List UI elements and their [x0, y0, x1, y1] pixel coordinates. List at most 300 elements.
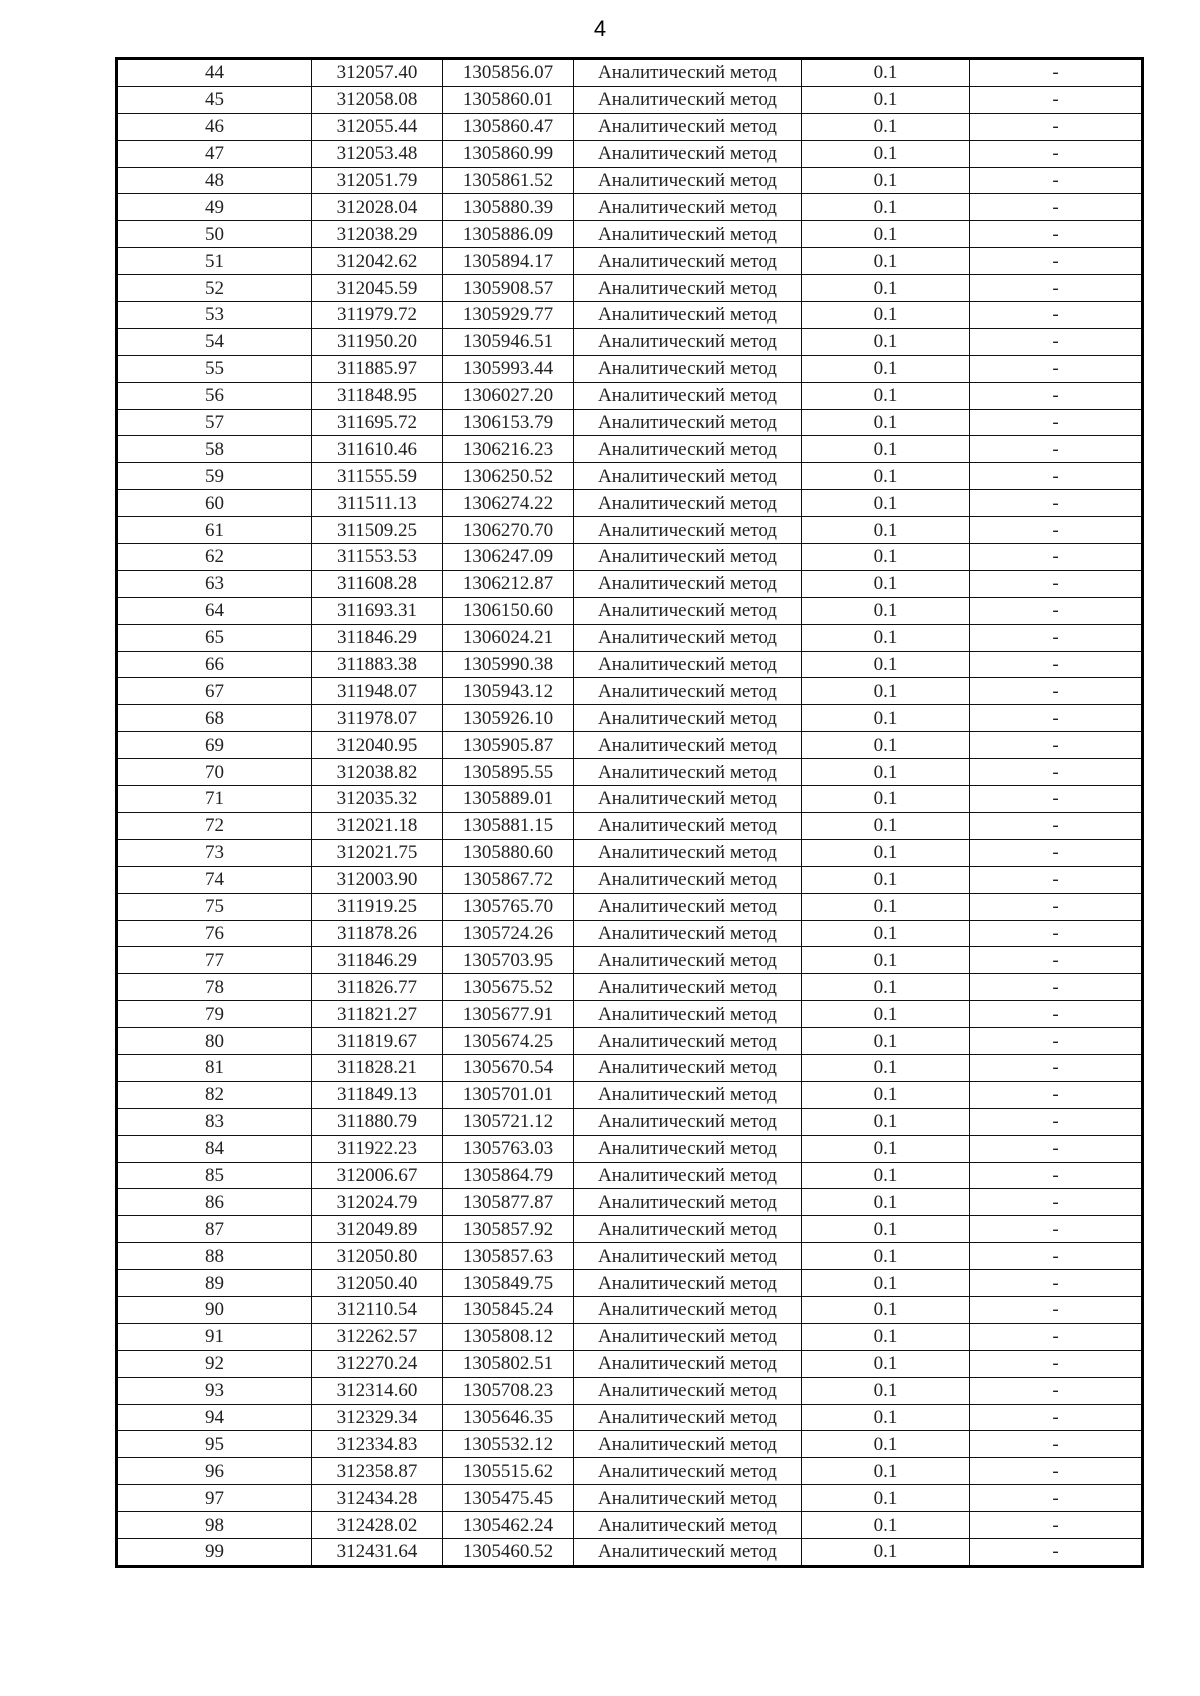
- table-row: [117, 1243, 1143, 1270]
- accuracy-cell: 0.1: [802, 328, 970, 355]
- x-coordinate-cell: 312024.79: [312, 1189, 443, 1216]
- x-coordinate-cell: 312045.59: [312, 275, 443, 302]
- y-coordinate-cell: 1305943.12: [443, 678, 574, 705]
- point-number-cell: 55: [117, 355, 312, 382]
- y-coordinate-cell: 1305724.26: [443, 920, 574, 947]
- note-cell: -: [970, 355, 1143, 382]
- method-cell: Аналитический метод: [574, 597, 802, 624]
- x-coordinate-cell: 312038.29: [312, 221, 443, 248]
- note-cell: -: [970, 221, 1143, 248]
- table-row: [117, 1323, 1143, 1350]
- accuracy-cell: 0.1: [802, 544, 970, 571]
- method-cell: Аналитический метод: [574, 544, 802, 571]
- note-cell: -: [970, 624, 1143, 651]
- accuracy-cell: 0.1: [802, 1243, 970, 1270]
- table-row: [117, 1162, 1143, 1189]
- table-row: [117, 1377, 1143, 1404]
- point-number-cell: 82: [117, 1081, 312, 1108]
- y-coordinate-cell: 1305860.01: [443, 86, 574, 113]
- table-row: [117, 759, 1143, 786]
- note-cell: -: [970, 275, 1143, 302]
- point-number-cell: 98: [117, 1512, 312, 1539]
- note-cell: -: [970, 463, 1143, 490]
- table-row: [117, 570, 1143, 597]
- note-cell: -: [970, 194, 1143, 221]
- x-coordinate-cell: 312329.34: [312, 1404, 443, 1431]
- x-coordinate-cell: 311821.27: [312, 1001, 443, 1028]
- page-number: 4: [593, 16, 607, 41]
- table-row: [117, 866, 1143, 893]
- point-number-cell: 56: [117, 382, 312, 409]
- x-coordinate-cell: 312334.83: [312, 1431, 443, 1458]
- x-coordinate-cell: 311880.79: [312, 1108, 443, 1135]
- y-coordinate-cell: 1305929.77: [443, 302, 574, 329]
- point-number-cell: 81: [117, 1054, 312, 1081]
- y-coordinate-cell: 1306027.20: [443, 382, 574, 409]
- x-coordinate-cell: 311846.29: [312, 947, 443, 974]
- method-cell: Аналитический метод: [574, 1404, 802, 1431]
- y-coordinate-cell: 1305894.17: [443, 248, 574, 275]
- point-number-cell: 58: [117, 436, 312, 463]
- table-row: [117, 544, 1143, 571]
- method-cell: Аналитический метод: [574, 436, 802, 463]
- y-coordinate-cell: 1305802.51: [443, 1350, 574, 1377]
- method-cell: Аналитический метод: [574, 1135, 802, 1162]
- note-cell: -: [970, 597, 1143, 624]
- accuracy-cell: 0.1: [802, 409, 970, 436]
- x-coordinate-cell: 312040.95: [312, 732, 443, 759]
- y-coordinate-cell: 1305462.24: [443, 1512, 574, 1539]
- accuracy-cell: 0.1: [802, 1028, 970, 1055]
- point-number-cell: 66: [117, 651, 312, 678]
- point-number-cell: 91: [117, 1323, 312, 1350]
- note-cell: -: [970, 382, 1143, 409]
- method-cell: Аналитический метод: [574, 86, 802, 113]
- method-cell: Аналитический метод: [574, 920, 802, 947]
- accuracy-cell: 0.1: [802, 1189, 970, 1216]
- point-number-cell: 53: [117, 302, 312, 329]
- accuracy-cell: 0.1: [802, 1081, 970, 1108]
- point-number-cell: 79: [117, 1001, 312, 1028]
- accuracy-cell: 0.1: [802, 1323, 970, 1350]
- method-cell: Аналитический метод: [574, 248, 802, 275]
- point-number-cell: 72: [117, 812, 312, 839]
- table-row: [117, 221, 1143, 248]
- accuracy-cell: 0.1: [802, 86, 970, 113]
- point-number-cell: 78: [117, 974, 312, 1001]
- note-cell: -: [970, 1377, 1143, 1404]
- x-coordinate-cell: 312049.89: [312, 1216, 443, 1243]
- method-cell: Аналитический метод: [574, 759, 802, 786]
- method-cell: Аналитический метод: [574, 786, 802, 813]
- point-number-cell: 73: [117, 839, 312, 866]
- note-cell: -: [970, 1538, 1143, 1566]
- point-number-cell: 44: [117, 59, 312, 87]
- table-row: [117, 86, 1143, 113]
- accuracy-cell: 0.1: [802, 194, 970, 221]
- accuracy-cell: 0.1: [802, 678, 970, 705]
- x-coordinate-cell: 311553.53: [312, 544, 443, 571]
- note-cell: -: [970, 167, 1143, 194]
- note-cell: -: [970, 1431, 1143, 1458]
- note-cell: -: [970, 1028, 1143, 1055]
- note-cell: -: [970, 1323, 1143, 1350]
- x-coordinate-cell: 311848.95: [312, 382, 443, 409]
- y-coordinate-cell: 1305905.87: [443, 732, 574, 759]
- x-coordinate-cell: 312021.18: [312, 812, 443, 839]
- point-number-cell: 80: [117, 1028, 312, 1055]
- accuracy-cell: 0.1: [802, 355, 970, 382]
- point-number-cell: 65: [117, 624, 312, 651]
- table-row: [117, 328, 1143, 355]
- method-cell: Аналитический метод: [574, 1485, 802, 1512]
- table-row: [117, 1512, 1143, 1539]
- point-number-cell: 77: [117, 947, 312, 974]
- x-coordinate-cell: 311978.07: [312, 705, 443, 732]
- point-number-cell: 45: [117, 86, 312, 113]
- method-cell: Аналитический метод: [574, 1270, 802, 1297]
- x-coordinate-cell: 311885.97: [312, 355, 443, 382]
- accuracy-cell: 0.1: [802, 248, 970, 275]
- x-coordinate-cell: 311849.13: [312, 1081, 443, 1108]
- point-number-cell: 74: [117, 866, 312, 893]
- table-row: [117, 1001, 1143, 1028]
- x-coordinate-cell: 311826.77: [312, 974, 443, 1001]
- x-coordinate-cell: 312058.08: [312, 86, 443, 113]
- point-number-cell: 92: [117, 1350, 312, 1377]
- y-coordinate-cell: 1306270.70: [443, 517, 574, 544]
- x-coordinate-cell: 311555.59: [312, 463, 443, 490]
- note-cell: -: [970, 1135, 1143, 1162]
- note-cell: -: [970, 1189, 1143, 1216]
- note-cell: -: [970, 1458, 1143, 1485]
- method-cell: Аналитический метод: [574, 1108, 802, 1135]
- point-number-cell: 52: [117, 275, 312, 302]
- x-coordinate-cell: 312006.67: [312, 1162, 443, 1189]
- point-number-cell: 85: [117, 1162, 312, 1189]
- y-coordinate-cell: 1306150.60: [443, 597, 574, 624]
- accuracy-cell: 0.1: [802, 490, 970, 517]
- x-coordinate-cell: 311828.21: [312, 1054, 443, 1081]
- point-number-cell: 59: [117, 463, 312, 490]
- accuracy-cell: 0.1: [802, 624, 970, 651]
- y-coordinate-cell: 1306247.09: [443, 544, 574, 571]
- note-cell: -: [970, 786, 1143, 813]
- x-coordinate-cell: 312038.82: [312, 759, 443, 786]
- table-row: [117, 974, 1143, 1001]
- x-coordinate-cell: 312035.32: [312, 786, 443, 813]
- method-cell: Аналитический метод: [574, 839, 802, 866]
- accuracy-cell: 0.1: [802, 1377, 970, 1404]
- accuracy-cell: 0.1: [802, 1270, 970, 1297]
- note-cell: -: [970, 1162, 1143, 1189]
- x-coordinate-cell: 311693.31: [312, 597, 443, 624]
- accuracy-cell: 0.1: [802, 275, 970, 302]
- y-coordinate-cell: 1305877.87: [443, 1189, 574, 1216]
- y-coordinate-cell: 1305703.95: [443, 947, 574, 974]
- point-number-cell: 49: [117, 194, 312, 221]
- method-cell: Аналитический метод: [574, 517, 802, 544]
- method-cell: Аналитический метод: [574, 866, 802, 893]
- x-coordinate-cell: 311948.07: [312, 678, 443, 705]
- y-coordinate-cell: 1305857.92: [443, 1216, 574, 1243]
- table-row: [117, 1135, 1143, 1162]
- point-number-cell: 70: [117, 759, 312, 786]
- table-row: [117, 1216, 1143, 1243]
- y-coordinate-cell: 1305646.35: [443, 1404, 574, 1431]
- x-coordinate-cell: 311878.26: [312, 920, 443, 947]
- y-coordinate-cell: 1305808.12: [443, 1323, 574, 1350]
- method-cell: Аналитический метод: [574, 570, 802, 597]
- note-cell: -: [970, 113, 1143, 140]
- accuracy-cell: 0.1: [802, 759, 970, 786]
- y-coordinate-cell: 1305721.12: [443, 1108, 574, 1135]
- coordinates-table: [115, 57, 1144, 1568]
- note-cell: -: [970, 1081, 1143, 1108]
- y-coordinate-cell: 1305670.54: [443, 1054, 574, 1081]
- x-coordinate-cell: 311511.13: [312, 490, 443, 517]
- table-row: [117, 1028, 1143, 1055]
- accuracy-cell: 0.1: [802, 893, 970, 920]
- point-number-cell: 75: [117, 893, 312, 920]
- accuracy-cell: 0.1: [802, 732, 970, 759]
- note-cell: -: [970, 947, 1143, 974]
- y-coordinate-cell: 1306153.79: [443, 409, 574, 436]
- x-coordinate-cell: 312053.48: [312, 140, 443, 167]
- table-row: [117, 382, 1143, 409]
- note-cell: -: [970, 651, 1143, 678]
- method-cell: Аналитический метод: [574, 275, 802, 302]
- y-coordinate-cell: 1305515.62: [443, 1458, 574, 1485]
- accuracy-cell: 0.1: [802, 113, 970, 140]
- x-coordinate-cell: 311695.72: [312, 409, 443, 436]
- accuracy-cell: 0.1: [802, 59, 970, 87]
- note-cell: -: [970, 1243, 1143, 1270]
- x-coordinate-cell: 312270.24: [312, 1350, 443, 1377]
- point-number-cell: 48: [117, 167, 312, 194]
- point-number-cell: 51: [117, 248, 312, 275]
- method-cell: Аналитический метод: [574, 1216, 802, 1243]
- method-cell: Аналитический метод: [574, 1296, 802, 1323]
- accuracy-cell: 0.1: [802, 382, 970, 409]
- point-number-cell: 95: [117, 1431, 312, 1458]
- note-cell: -: [970, 759, 1143, 786]
- note-cell: -: [970, 570, 1143, 597]
- point-number-cell: 94: [117, 1404, 312, 1431]
- x-coordinate-cell: 312358.87: [312, 1458, 443, 1485]
- point-number-cell: 57: [117, 409, 312, 436]
- accuracy-cell: 0.1: [802, 1001, 970, 1028]
- table-row: [117, 409, 1143, 436]
- x-coordinate-cell: 312055.44: [312, 113, 443, 140]
- point-number-cell: 61: [117, 517, 312, 544]
- x-coordinate-cell: 311819.67: [312, 1028, 443, 1055]
- y-coordinate-cell: 1305908.57: [443, 275, 574, 302]
- x-coordinate-cell: 311979.72: [312, 302, 443, 329]
- table-row: [117, 678, 1143, 705]
- table-row: [117, 786, 1143, 813]
- table-row: [117, 920, 1143, 947]
- note-cell: -: [970, 1216, 1143, 1243]
- table-row: [117, 302, 1143, 329]
- method-cell: Аналитический метод: [574, 355, 802, 382]
- table-row: [117, 1485, 1143, 1512]
- method-cell: Аналитический метод: [574, 651, 802, 678]
- accuracy-cell: 0.1: [802, 1458, 970, 1485]
- x-coordinate-cell: 311610.46: [312, 436, 443, 463]
- note-cell: -: [970, 490, 1143, 517]
- table-row: [117, 1431, 1143, 1458]
- note-cell: -: [970, 1270, 1143, 1297]
- method-cell: Аналитический метод: [574, 1189, 802, 1216]
- accuracy-cell: 0.1: [802, 302, 970, 329]
- method-cell: Аналитический метод: [574, 1323, 802, 1350]
- y-coordinate-cell: 1305946.51: [443, 328, 574, 355]
- y-coordinate-cell: 1305895.55: [443, 759, 574, 786]
- x-coordinate-cell: 311950.20: [312, 328, 443, 355]
- accuracy-cell: 0.1: [802, 221, 970, 248]
- x-coordinate-cell: 312050.40: [312, 1270, 443, 1297]
- point-number-cell: 50: [117, 221, 312, 248]
- y-coordinate-cell: 1306216.23: [443, 436, 574, 463]
- x-coordinate-cell: 312262.57: [312, 1323, 443, 1350]
- table-row: [117, 1189, 1143, 1216]
- table-row: [117, 732, 1143, 759]
- method-cell: Аналитический метод: [574, 167, 802, 194]
- accuracy-cell: 0.1: [802, 1296, 970, 1323]
- table-row: [117, 893, 1143, 920]
- accuracy-cell: 0.1: [802, 1404, 970, 1431]
- table-row: [117, 517, 1143, 544]
- y-coordinate-cell: 1305926.10: [443, 705, 574, 732]
- point-number-cell: 62: [117, 544, 312, 571]
- method-cell: Аналитический метод: [574, 1162, 802, 1189]
- method-cell: Аналитический метод: [574, 732, 802, 759]
- point-number-cell: 87: [117, 1216, 312, 1243]
- method-cell: Аналитический метод: [574, 490, 802, 517]
- y-coordinate-cell: 1306212.87: [443, 570, 574, 597]
- note-cell: -: [970, 436, 1143, 463]
- note-cell: -: [970, 140, 1143, 167]
- x-coordinate-cell: 312003.90: [312, 866, 443, 893]
- x-coordinate-cell: 312028.04: [312, 194, 443, 221]
- table-row: [117, 59, 1143, 87]
- table-row: [117, 113, 1143, 140]
- point-number-cell: 46: [117, 113, 312, 140]
- point-number-cell: 93: [117, 1377, 312, 1404]
- y-coordinate-cell: 1305889.01: [443, 786, 574, 813]
- table-row: [117, 1350, 1143, 1377]
- point-number-cell: 83: [117, 1108, 312, 1135]
- method-cell: Аналитический метод: [574, 140, 802, 167]
- coordinates-table-body: [117, 59, 1143, 1567]
- y-coordinate-cell: 1305860.47: [443, 113, 574, 140]
- table-row: [117, 1108, 1143, 1135]
- table-row: [117, 355, 1143, 382]
- point-number-cell: 71: [117, 786, 312, 813]
- note-cell: -: [970, 705, 1143, 732]
- y-coordinate-cell: 1305674.25: [443, 1028, 574, 1055]
- point-number-cell: 60: [117, 490, 312, 517]
- point-number-cell: 90: [117, 1296, 312, 1323]
- method-cell: Аналитический метод: [574, 1001, 802, 1028]
- method-cell: Аналитический метод: [574, 221, 802, 248]
- note-cell: -: [970, 1108, 1143, 1135]
- table-row: [117, 651, 1143, 678]
- note-cell: -: [970, 1404, 1143, 1431]
- y-coordinate-cell: 1306024.21: [443, 624, 574, 651]
- x-coordinate-cell: 312314.60: [312, 1377, 443, 1404]
- accuracy-cell: 0.1: [802, 167, 970, 194]
- y-coordinate-cell: 1305880.60: [443, 839, 574, 866]
- x-coordinate-cell: 311883.38: [312, 651, 443, 678]
- method-cell: Аналитический метод: [574, 113, 802, 140]
- note-cell: -: [970, 517, 1143, 544]
- table-row: [117, 194, 1143, 221]
- note-cell: -: [970, 1054, 1143, 1081]
- point-number-cell: 99: [117, 1538, 312, 1566]
- y-coordinate-cell: 1305990.38: [443, 651, 574, 678]
- method-cell: Аналитический метод: [574, 1512, 802, 1539]
- y-coordinate-cell: 1305532.12: [443, 1431, 574, 1458]
- x-coordinate-cell: 311922.23: [312, 1135, 443, 1162]
- point-number-cell: 69: [117, 732, 312, 759]
- table-row: [117, 1538, 1143, 1566]
- table-row: [117, 463, 1143, 490]
- note-cell: -: [970, 866, 1143, 893]
- x-coordinate-cell: 312431.64: [312, 1538, 443, 1566]
- point-number-cell: 67: [117, 678, 312, 705]
- x-coordinate-cell: 311846.29: [312, 624, 443, 651]
- y-coordinate-cell: 1305708.23: [443, 1377, 574, 1404]
- x-coordinate-cell: 312050.80: [312, 1243, 443, 1270]
- accuracy-cell: 0.1: [802, 436, 970, 463]
- method-cell: Аналитический метод: [574, 1243, 802, 1270]
- table-row: [117, 947, 1143, 974]
- accuracy-cell: 0.1: [802, 1108, 970, 1135]
- y-coordinate-cell: 1305856.07: [443, 59, 574, 87]
- point-number-cell: 89: [117, 1270, 312, 1297]
- x-coordinate-cell: 312051.79: [312, 167, 443, 194]
- method-cell: Аналитический метод: [574, 974, 802, 1001]
- note-cell: -: [970, 544, 1143, 571]
- table-row: [117, 1270, 1143, 1297]
- accuracy-cell: 0.1: [802, 1431, 970, 1458]
- method-cell: Аналитический метод: [574, 1377, 802, 1404]
- x-coordinate-cell: 311608.28: [312, 570, 443, 597]
- note-cell: -: [970, 839, 1143, 866]
- note-cell: -: [970, 1001, 1143, 1028]
- accuracy-cell: 0.1: [802, 1216, 970, 1243]
- point-number-cell: 88: [117, 1243, 312, 1270]
- note-cell: -: [970, 893, 1143, 920]
- note-cell: -: [970, 678, 1143, 705]
- table-row: [117, 140, 1143, 167]
- method-cell: Аналитический метод: [574, 893, 802, 920]
- method-cell: Аналитический метод: [574, 194, 802, 221]
- accuracy-cell: 0.1: [802, 597, 970, 624]
- point-number-cell: 68: [117, 705, 312, 732]
- x-coordinate-cell: 312434.28: [312, 1485, 443, 1512]
- y-coordinate-cell: 1306250.52: [443, 463, 574, 490]
- table-row: [117, 1404, 1143, 1431]
- point-number-cell: 47: [117, 140, 312, 167]
- x-coordinate-cell: 312042.62: [312, 248, 443, 275]
- y-coordinate-cell: 1305886.09: [443, 221, 574, 248]
- table-row: [117, 624, 1143, 651]
- note-cell: -: [970, 1512, 1143, 1539]
- y-coordinate-cell: 1305993.44: [443, 355, 574, 382]
